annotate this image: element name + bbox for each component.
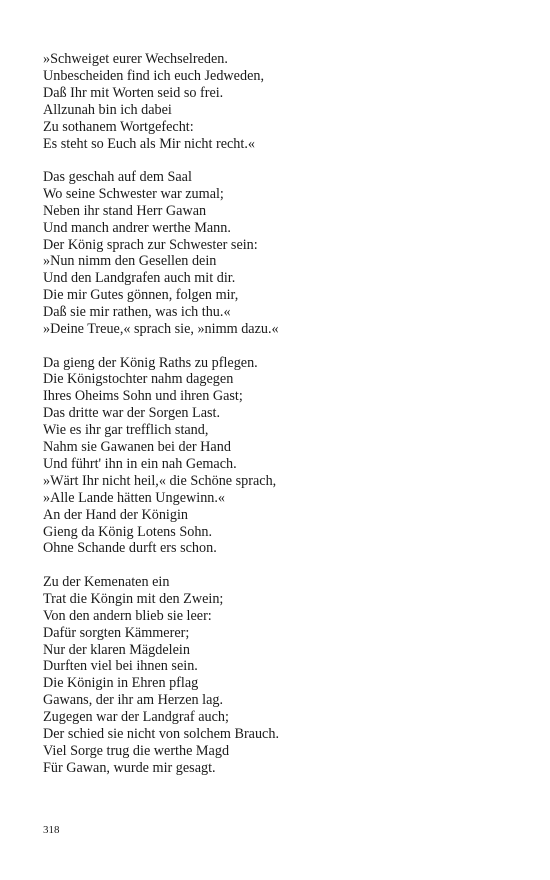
verse-line: Für Gawan, wurde mir gesagt. — [43, 759, 216, 776]
verse-line: Ihres Oheims Sohn und ihren Gast; — [43, 388, 243, 405]
stanza — [43, 574, 523, 777]
verse-line: Das dritte war der Sorgen Last. — [43, 405, 221, 422]
verse-line: Gawans, der ihr am Herzen lag. — [43, 692, 224, 709]
verse-line: Gieng da König Lotens Sohn. — [43, 523, 213, 540]
verse-line: Dafür sorgten Kämmerer; — [43, 624, 190, 641]
stanza — [43, 355, 523, 558]
verse-line: Daß sie mir rathen, was ich thu.« — [43, 304, 231, 321]
verse-line: »Alle Lande hätten Ungewinn.« — [43, 489, 226, 506]
verse-line: Die Königin in Ehren pflag — [43, 675, 199, 692]
verse-line: Wie es ihr gar trefflich stand, — [43, 422, 209, 439]
verse-line: Nahm sie Gawanen bei der Hand — [43, 439, 231, 456]
verse-line: Ohne Schande durft ers schon. — [43, 540, 217, 557]
verse-line: Und manch andrer werthe Mann. — [43, 219, 231, 236]
stanza — [43, 51, 523, 152]
verse-line: Daß Ihr mit Worten seid so frei. — [43, 84, 224, 101]
verse-line: Viel Sorge trug die werthe Magd — [43, 742, 230, 759]
poem-text — [43, 51, 523, 793]
verse-line: Das geschah auf dem Saal — [43, 168, 192, 185]
verse-line: Unbescheiden find ich euch Jedweden, — [43, 67, 265, 84]
verse-line: Der schied sie nicht von solchem Brauch. — [43, 726, 279, 743]
verse-line: Und führt' ihn in ein nah Gemach. — [43, 455, 237, 472]
verse-line: Da gieng der König Raths zu pflegen. — [43, 354, 258, 371]
verse-line: Nur der klaren Mägdelein — [43, 641, 190, 658]
verse-line: Von den andern blieb sie leer: — [43, 607, 212, 624]
verse-line: Die mir Gutes gönnen, folgen mir, — [43, 287, 239, 304]
verse-line: Zu der Kemenaten ein — [43, 573, 170, 590]
verse-line: Durften viel bei ihnen sein. — [43, 658, 198, 675]
verse-line: Der König sprach zur Schwester sein: — [43, 236, 258, 253]
verse-line: Neben ihr stand Herr Gawan — [43, 202, 207, 219]
verse-line: Wo seine Schwester war zumal; — [43, 185, 224, 202]
verse-line: Allzunah bin ich dabei — [43, 101, 172, 118]
verse-line: Die Königstochter nahm dagegen — [43, 371, 234, 388]
page-number: 318 — [43, 824, 60, 836]
verse-line: »Nun nimm den Gesellen dein — [43, 253, 217, 270]
verse-line: Es steht so Euch als Mir nicht recht.« — [43, 135, 255, 152]
verse-line: Zugegen war der Landgraf auch; — [43, 709, 229, 726]
verse-line: »Deine Treue,« sprach sie, »nimm dazu.« — [43, 321, 279, 338]
verse-line: Trat die Köngin mit den Zwein; — [43, 590, 224, 607]
verse-line: »Wärt Ihr nicht heil,« die Schöne sprach, — [43, 472, 277, 489]
verse-line: An der Hand der Königin — [43, 506, 188, 523]
verse-line: »Schweiget eurer Wechselreden. — [43, 51, 228, 67]
verse-line: Zu sothanem Wortgefecht: — [43, 118, 194, 135]
stanza — [43, 169, 523, 338]
verse-line: Und den Landgrafen auch mit dir. — [43, 270, 236, 287]
